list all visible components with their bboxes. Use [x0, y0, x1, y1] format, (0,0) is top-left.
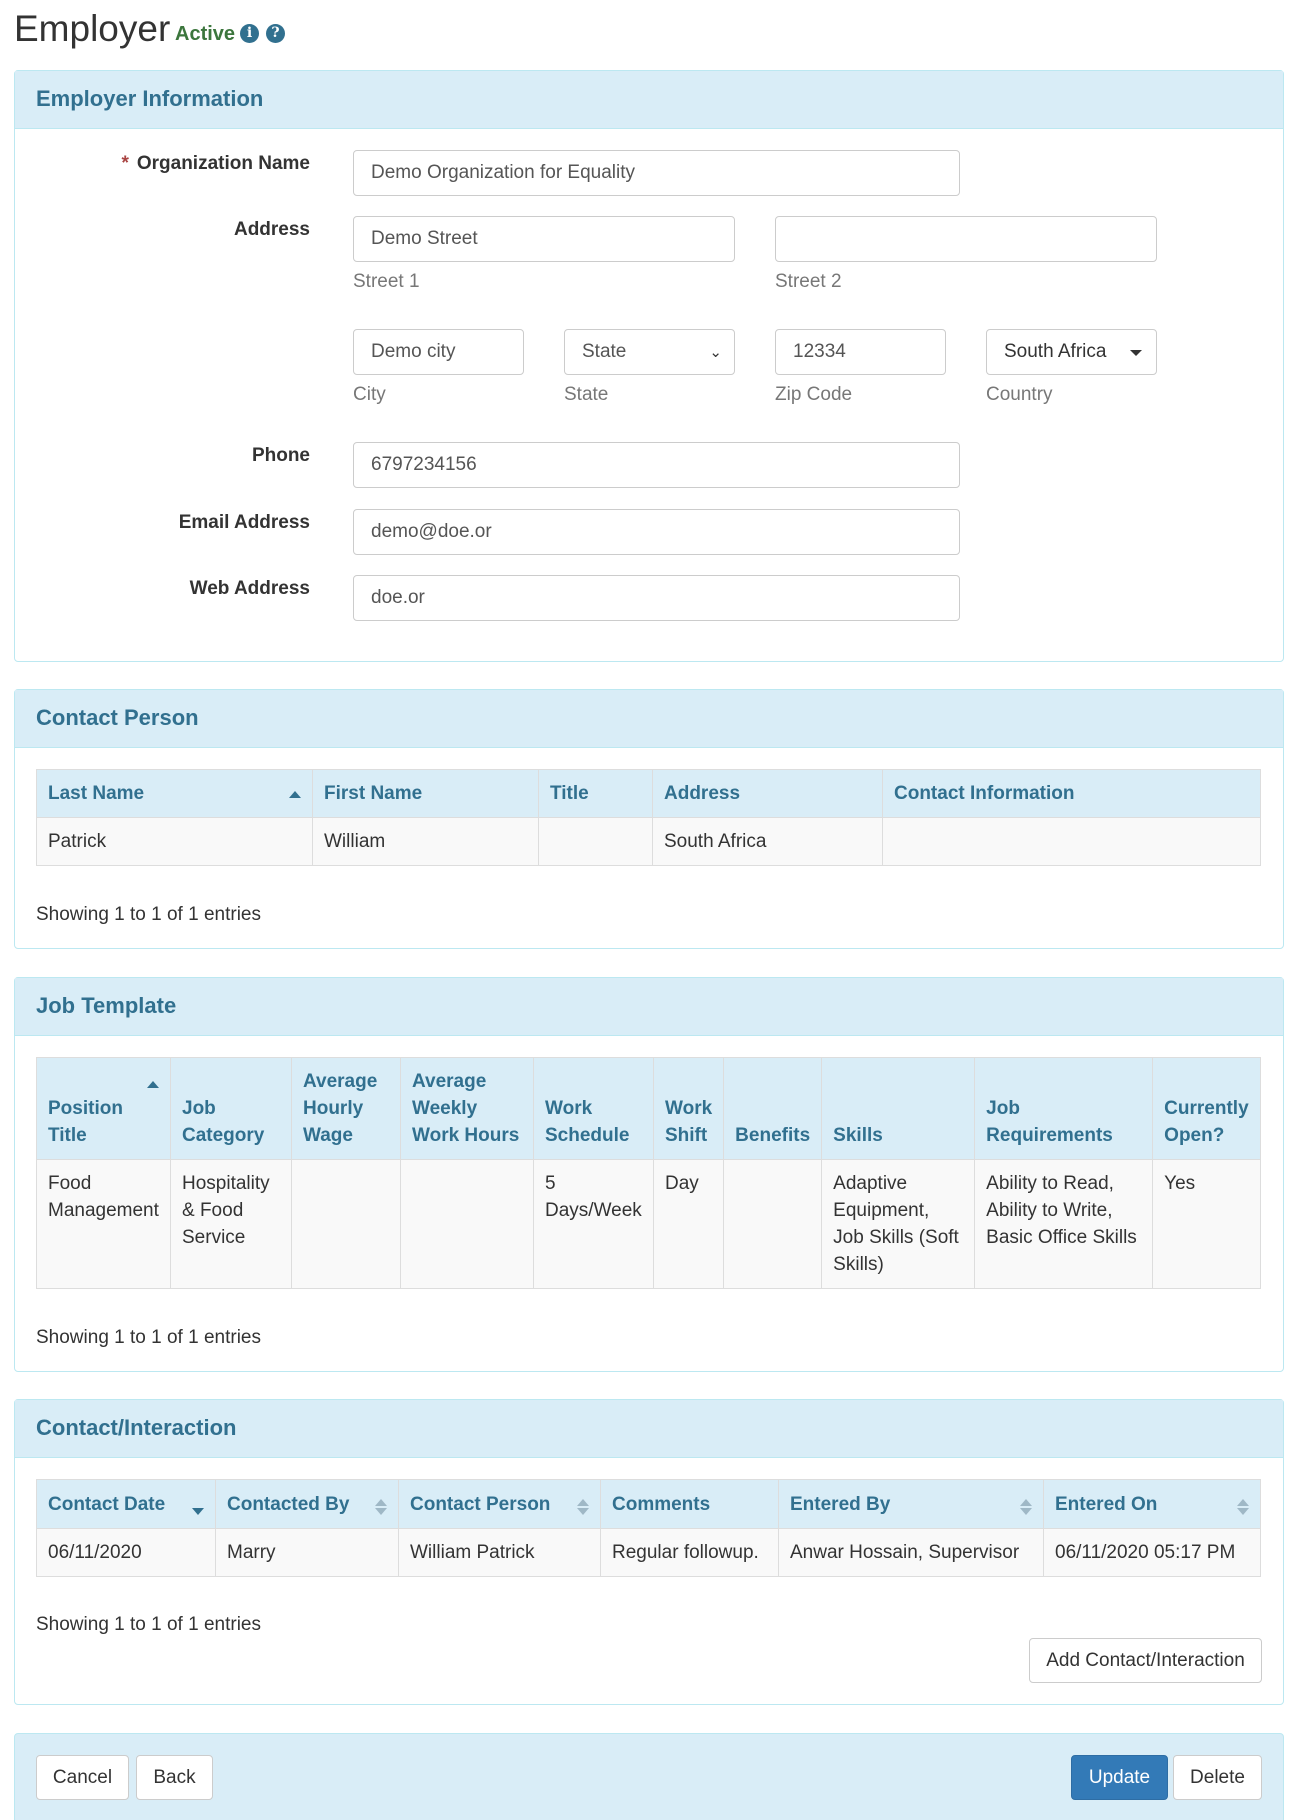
cell-contact-date: 06/11/2020 [37, 1529, 216, 1577]
column-header-job-category[interactable]: Job Category [171, 1058, 292, 1160]
cell-currently-open: Yes [1153, 1160, 1261, 1289]
delete-button[interactable]: Delete [1173, 1755, 1262, 1800]
add-contact-interaction-button[interactable]: Add Contact/Interaction [1029, 1638, 1262, 1683]
contact-person-table [36, 769, 1261, 866]
cell-skills: Adaptive Equipment, Job Skills (Soft Skills) [822, 1160, 975, 1289]
form-actions-bar [14, 1733, 1284, 1820]
column-header-address[interactable]: Address [653, 770, 883, 818]
cell-job-category: Hospitality & Food Service [171, 1160, 292, 1289]
column-header-benefits[interactable]: Benefits [724, 1058, 822, 1160]
column-header-title[interactable]: Title [539, 770, 653, 818]
update-button[interactable]: Update [1071, 1755, 1168, 1800]
city-input[interactable]: Demo city [353, 329, 524, 375]
cell-contacted-by: Marry [216, 1529, 399, 1577]
email-input[interactable]: demo@doe.or [353, 509, 960, 555]
status-badge: Active [175, 23, 236, 45]
sort-icon [1020, 1499, 1032, 1516]
email-label: Email Address [178, 512, 310, 533]
column-header-position-title[interactable]: Position Title [37, 1058, 171, 1160]
info-icon[interactable]: i [240, 24, 259, 43]
state-select[interactable] [564, 329, 735, 375]
column-header-first-name[interactable]: First Name [313, 770, 539, 818]
table-info: Showing 1 to 1 of 1 entries [36, 1614, 261, 1635]
zip-code-input[interactable]: 12334 [775, 329, 946, 375]
organization-name-label-text: Organization Name [136, 153, 310, 174]
cell-average-weekly-work-hours [401, 1160, 534, 1289]
sort-asc-icon [147, 1081, 159, 1088]
panel-heading: Employer Information [15, 71, 1283, 129]
column-header-job-requirements[interactable]: Job Requirements [975, 1058, 1153, 1160]
sort-icon [375, 1499, 387, 1516]
table-info: Showing 1 to 1 of 1 entries [36, 904, 261, 925]
column-header-contacted-by[interactable]: Contacted By [216, 1480, 399, 1529]
country-dropdown-value: South Africa [1004, 341, 1107, 362]
column-header-skills[interactable]: Skills [822, 1058, 975, 1160]
cell-last-name: Patrick [37, 818, 313, 866]
street1-input[interactable]: Demo Street [353, 216, 735, 262]
organization-name-label [15, 153, 310, 175]
state-help: State [564, 384, 609, 405]
city-help: City [353, 384, 386, 405]
panel-heading: Contact/Interaction [15, 1400, 1283, 1458]
table-info: Showing 1 to 1 of 1 entries [36, 1327, 261, 1348]
street1-help: Street 1 [353, 271, 420, 292]
column-header-contact-date[interactable]: Contact Date [37, 1480, 216, 1529]
table-row[interactable] [37, 818, 1261, 866]
cell-contact-information [883, 818, 1261, 866]
column-header-contact-information[interactable]: Contact Information [883, 770, 1261, 818]
cell-title [539, 818, 653, 866]
job-template-table [36, 1057, 1261, 1289]
street2-input[interactable] [775, 216, 1157, 262]
sort-icon [577, 1499, 589, 1516]
cell-work-shift: Day [654, 1160, 724, 1289]
cell-address: South Africa [653, 818, 883, 866]
address-label: Address [233, 219, 310, 240]
web-address-label: Web Address [189, 578, 310, 599]
organization-name-input[interactable]: Demo Organization for Equality [353, 150, 960, 196]
column-header-work-schedule[interactable]: Work Schedule [534, 1058, 654, 1160]
cell-first-name: William [313, 818, 539, 866]
column-header-average-hourly-wage[interactable]: Average Hourly Wage [292, 1058, 401, 1160]
cell-work-schedule: 5 Days/Week [534, 1160, 654, 1289]
contact-interaction-table [36, 1479, 1261, 1577]
sort-asc-icon [289, 791, 301, 798]
country-help: Country [986, 384, 1053, 405]
column-header-last-name[interactable]: Last Name [37, 770, 313, 818]
cancel-button[interactable]: Cancel [36, 1755, 129, 1800]
table-row[interactable] [37, 1529, 1261, 1577]
caret-down-icon [1130, 350, 1142, 356]
column-header-entered-by[interactable]: Entered By [779, 1480, 1044, 1529]
cell-job-requirements: Ability to Read, Ability to Write, Basic Office Skills [975, 1160, 1153, 1289]
page-title: Employer [14, 8, 171, 49]
job-template-panel [14, 977, 1284, 1372]
cell-benefits [724, 1160, 822, 1289]
back-button[interactable]: Back [136, 1755, 213, 1800]
street2-help: Street 2 [775, 271, 842, 292]
sort-icon [1237, 1499, 1249, 1516]
cell-contact-person: William Patrick [399, 1529, 601, 1577]
cell-comments: Regular followup. [601, 1529, 779, 1577]
column-header-average-weekly-work-hours[interactable]: Average Weekly Work Hours [401, 1058, 534, 1160]
employer-information-panel [14, 70, 1284, 662]
column-header-work-shift[interactable]: Work Shift [654, 1058, 724, 1160]
cell-entered-by: Anwar Hossain, Supervisor [779, 1529, 1044, 1577]
web-address-input[interactable]: doe.or [353, 575, 960, 621]
phone-input[interactable]: 6797234156 [353, 442, 960, 488]
panel-heading: Contact Person [15, 690, 1283, 748]
question-icon[interactable]: ? [266, 24, 285, 43]
chevron-down-icon: ⌄ [709, 344, 722, 361]
contact-interaction-panel [14, 1399, 1284, 1705]
country-dropdown[interactable] [986, 329, 1157, 375]
contact-person-panel [14, 689, 1284, 949]
state-select-value: State [582, 341, 627, 362]
sort-desc-icon [192, 1508, 204, 1515]
panel-heading: Job Template [15, 978, 1283, 1036]
required-marker: * [121, 153, 129, 174]
column-header-contact-person[interactable]: Contact Person [399, 1480, 601, 1529]
cell-position-title: Food Management [37, 1160, 171, 1289]
table-row[interactable] [37, 1160, 1261, 1289]
zip-code-help: Zip Code [775, 384, 853, 405]
column-header-entered-on[interactable]: Entered On [1044, 1480, 1261, 1529]
column-header-currently-open[interactable]: Currently Open? [1153, 1058, 1261, 1160]
cell-average-hourly-wage [292, 1160, 401, 1289]
column-header-comments[interactable]: Comments [601, 1480, 779, 1529]
cell-entered-on: 06/11/2020 05:17 PM [1044, 1529, 1261, 1577]
phone-label: Phone [251, 445, 310, 466]
